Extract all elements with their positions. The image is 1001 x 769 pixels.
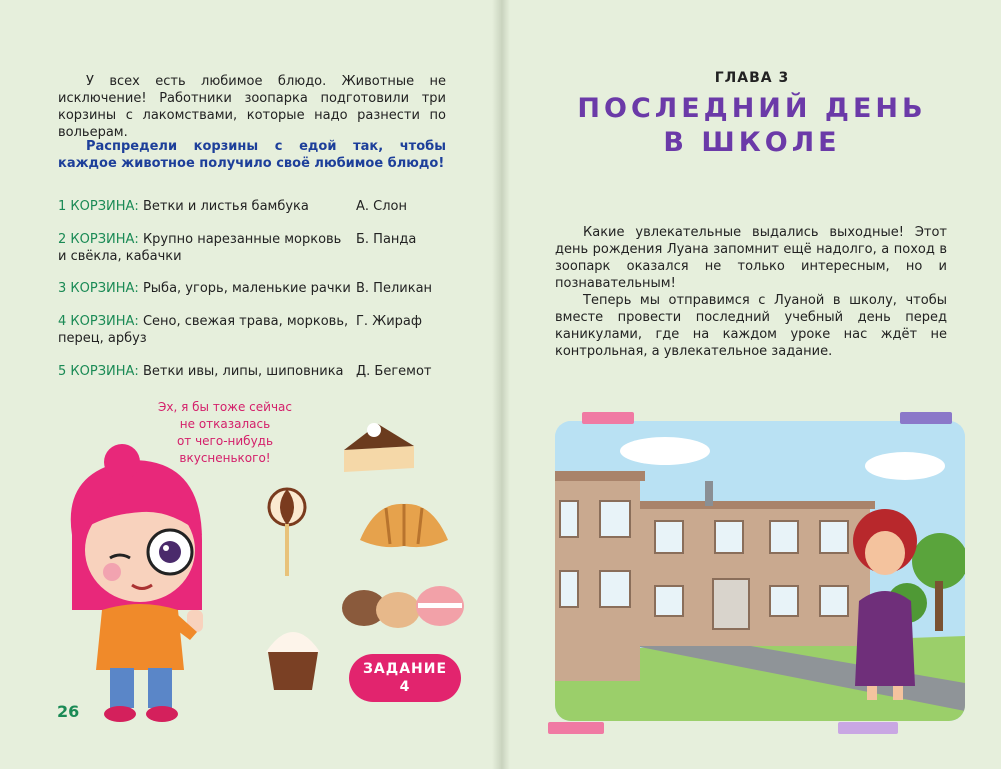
basket-row-1 bbox=[58, 198, 309, 215]
basket-label: 4 КОРЗИНА: bbox=[58, 314, 139, 329]
intro-paragraph bbox=[58, 73, 446, 141]
intro-text: У всех есть любимое блюдо. Животные не исключение! Работники зоопарка подготовили три корзины с лакомствами, которые надо разнести по вольерам. bbox=[58, 74, 446, 140]
macarons-illustration bbox=[340, 584, 466, 632]
basket-label: 2 КОРЗИНА: bbox=[58, 232, 139, 247]
cupcake-illustration bbox=[260, 612, 326, 694]
cake-slice-illustration bbox=[338, 418, 420, 478]
chapter-paragraph-2: Теперь мы отправимся с Луаной в школу, чтобы вместе провести последний учебный день перед каникулами, где на каждом уроке нас ждёт не контрольная, а увлекательное задание. bbox=[555, 293, 947, 359]
animal-c: В. Пеликан bbox=[356, 281, 433, 296]
basket-desc-cont: и свёкла, кабачки bbox=[58, 249, 182, 264]
croissant-illustration bbox=[356, 496, 452, 556]
animal-d: Г. Жираф bbox=[356, 314, 422, 329]
basket-label: 3 КОРЗИНА: bbox=[58, 281, 139, 296]
decor-tape bbox=[582, 412, 634, 424]
basket-desc-cont: перец, арбуз bbox=[58, 331, 147, 346]
basket-desc: Крупно нарезанные морковь bbox=[142, 232, 342, 247]
basket-row-5 bbox=[58, 363, 344, 380]
animal-e: Д. Бегемот bbox=[356, 364, 432, 379]
speech-line: от чего-нибудь bbox=[176, 434, 274, 448]
task-instruction: Распредели корзины с едой так, чтобы каждое животное получило своё любимое блюдо! bbox=[58, 139, 446, 171]
page-number: 26 bbox=[57, 702, 80, 721]
decor-tape bbox=[548, 722, 604, 734]
chapter-title bbox=[503, 92, 1001, 160]
basket-desc: Ветки ивы, липы, шиповника bbox=[142, 364, 344, 379]
chapter-title-line: В ШКОЛЕ bbox=[663, 127, 841, 158]
task-badge bbox=[349, 654, 461, 702]
decor-tape bbox=[900, 412, 952, 424]
chapter-label: ГЛАВА 3 bbox=[714, 70, 790, 86]
basket-desc: Сено, свежая трава, морковь, bbox=[142, 314, 349, 329]
badge-title: ЗАДАНИЕ bbox=[362, 661, 448, 677]
speech-line: Эх, я бы тоже сейчас bbox=[158, 400, 292, 414]
speech-line: вкусненького! bbox=[179, 451, 271, 465]
badge-number: 4 bbox=[399, 679, 411, 695]
decor-tape bbox=[838, 722, 898, 734]
chapter-paragraph-1: Какие увлекательные выдались выходные! Этот день рождения Луана запомнит ещё надолго, а поход в зоопарк оказался не только интересным, но и познавательным! bbox=[555, 225, 947, 291]
chapter-text bbox=[555, 224, 947, 360]
animal-a: А. Слон bbox=[356, 199, 407, 214]
animal-b: Б. Панда bbox=[356, 232, 417, 247]
speech-line: не отказалась bbox=[179, 417, 271, 431]
basket-label: 5 КОРЗИНА: bbox=[58, 364, 139, 379]
lollipop-illustration bbox=[266, 486, 308, 578]
basket-row-4 bbox=[58, 313, 348, 347]
school-illustration bbox=[555, 421, 965, 721]
girl-character-illustration bbox=[52, 440, 232, 730]
basket-row-3 bbox=[58, 280, 351, 297]
basket-row-2 bbox=[58, 231, 341, 265]
basket-label: 1 КОРЗИНА: bbox=[58, 199, 139, 214]
chapter-title-line: ПОСЛЕДНИЙ ДЕНЬ bbox=[577, 93, 927, 124]
basket-desc: Ветки и листья бамбука bbox=[142, 199, 309, 214]
basket-desc: Рыба, угорь, маленькие рачки bbox=[142, 281, 351, 296]
